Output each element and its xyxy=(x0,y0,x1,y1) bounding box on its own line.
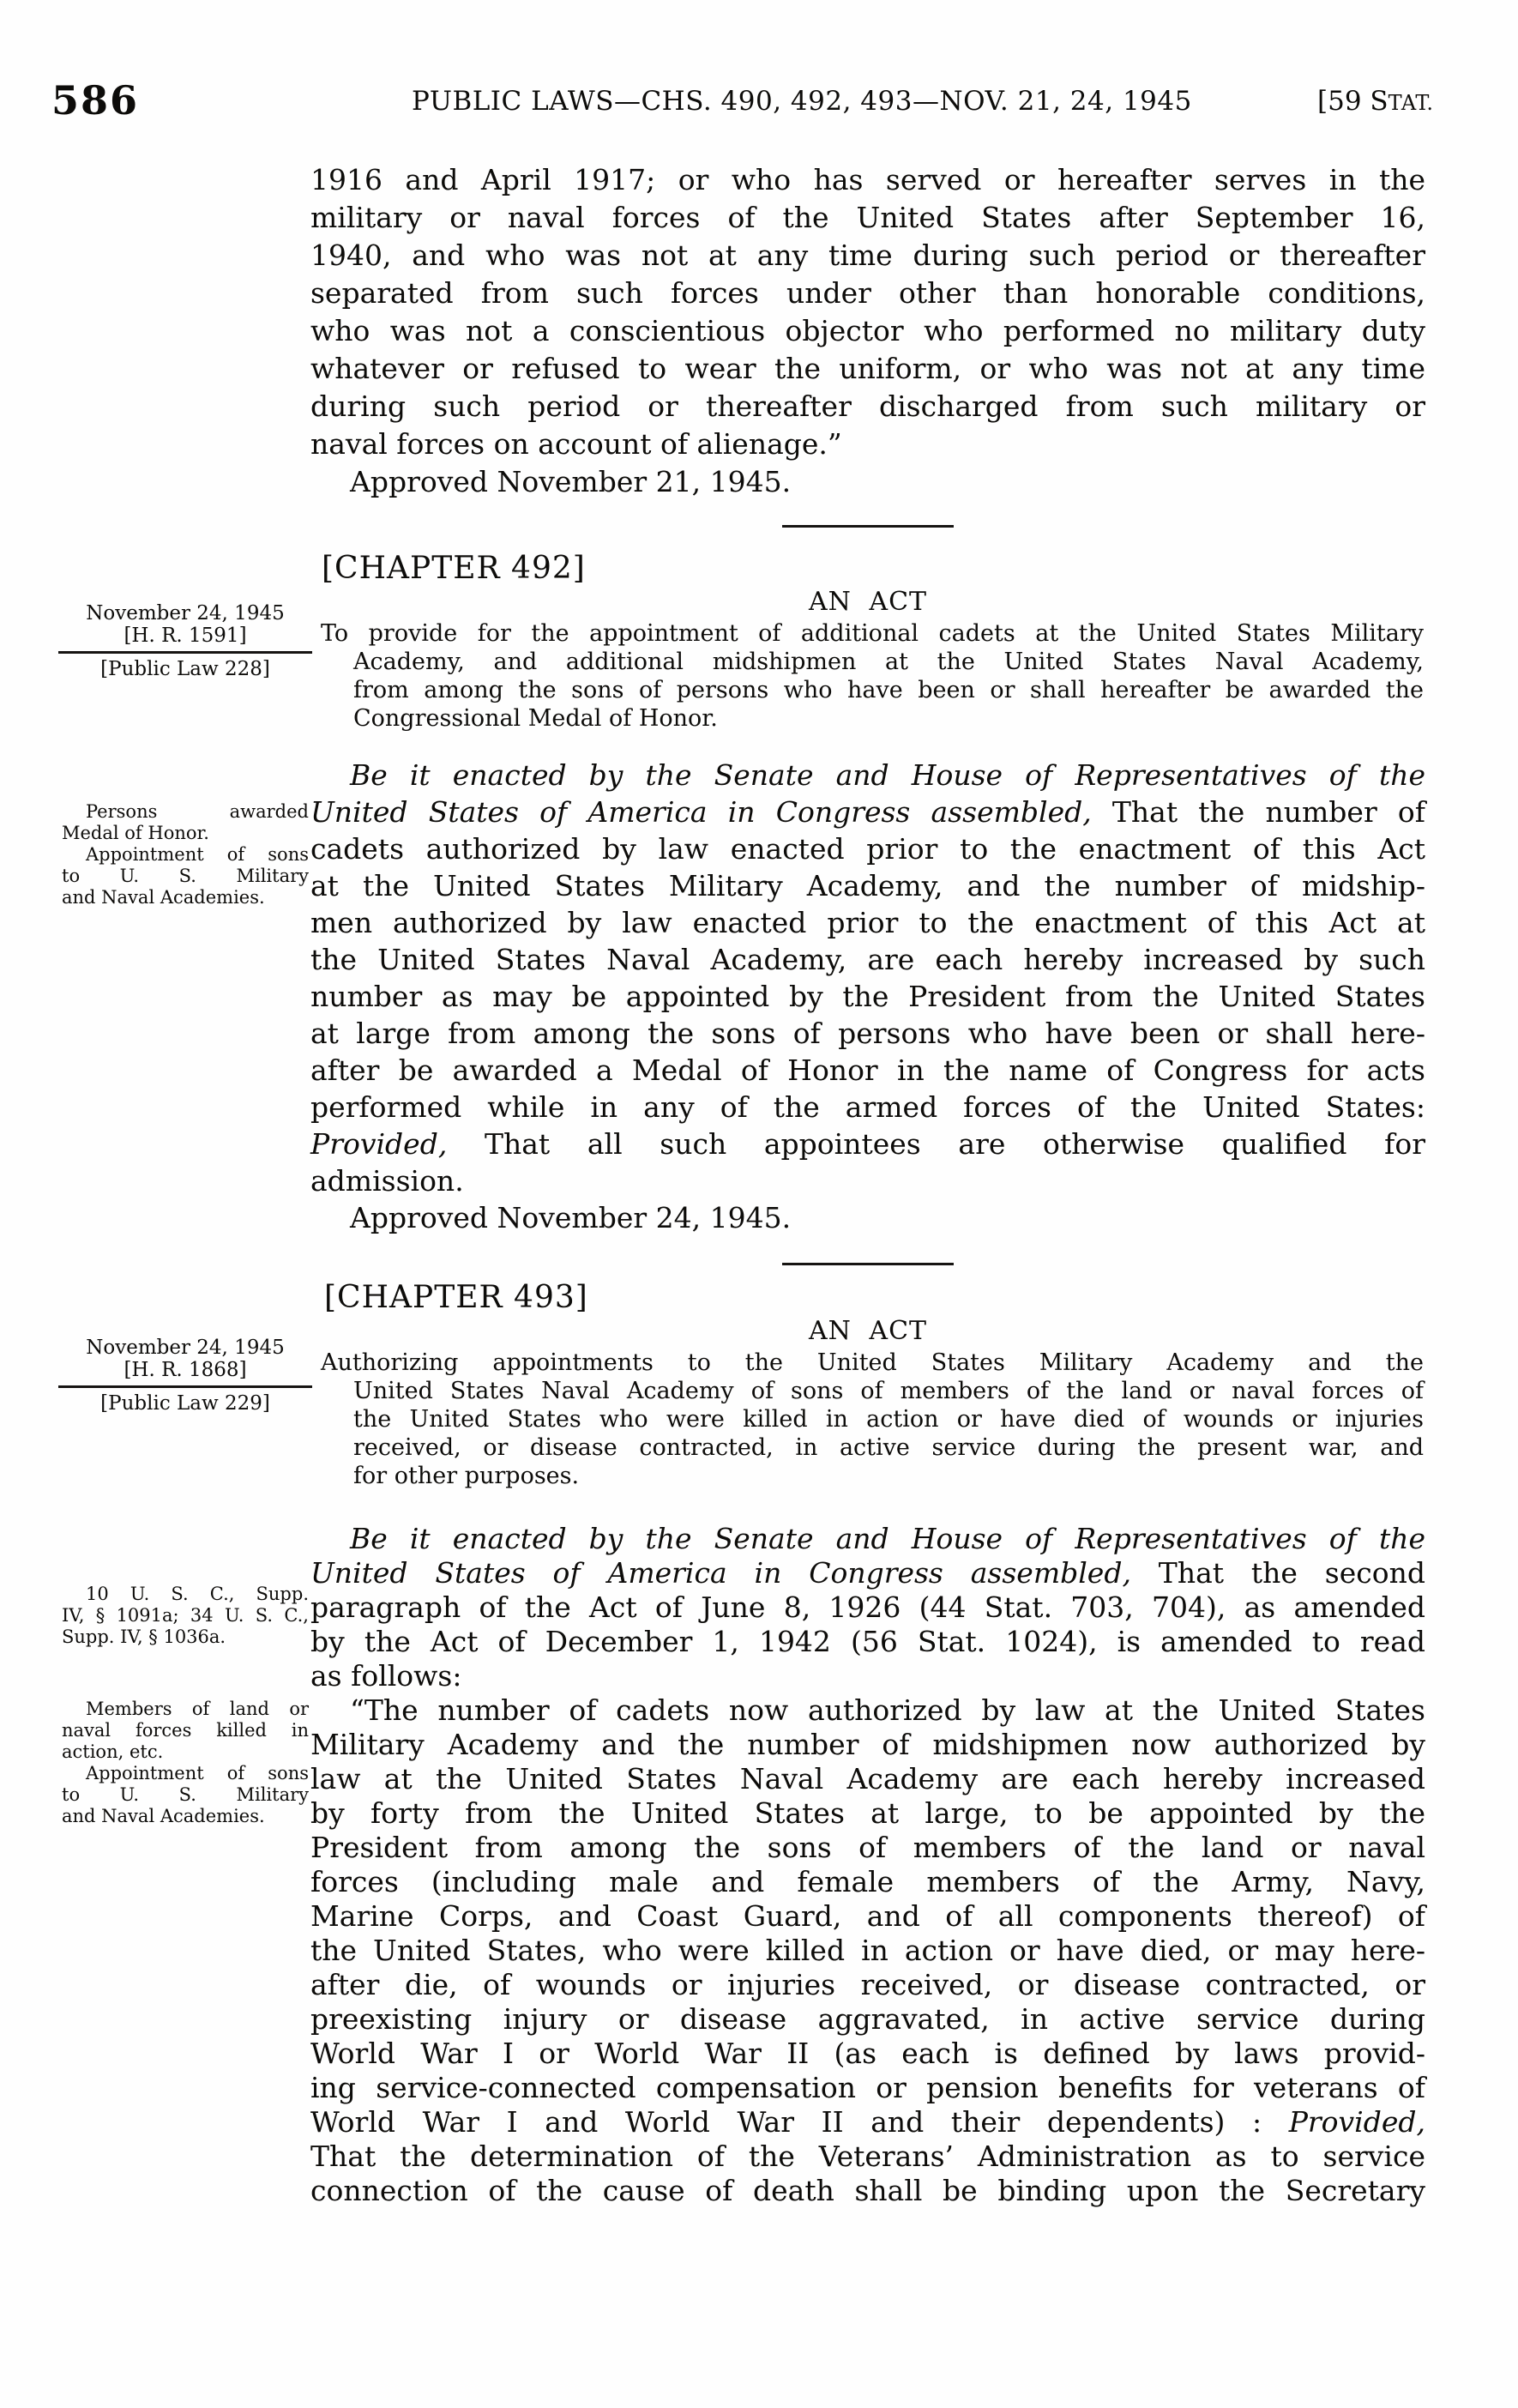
text-segment: To provide for the appointment of additional cadets at the United States Military xyxy=(321,620,1424,647)
text-segment: and Naval Academies. xyxy=(62,887,265,908)
text-segment: World War I and World War II and their dependents) : xyxy=(310,2105,1289,2139)
text-line xyxy=(62,1806,309,1827)
text-line xyxy=(310,904,1425,941)
text-line xyxy=(310,2105,1425,2139)
text-segment: men authorized by law enacted prior to the enactment of this Act at xyxy=(310,906,1425,939)
stat-volume-smallcaps: TAT. xyxy=(1388,91,1434,115)
text-segment: 10 U. S. C., Supp. xyxy=(86,1584,309,1604)
text-line xyxy=(310,1015,1425,1052)
text-line xyxy=(310,1126,1425,1162)
text-line xyxy=(62,823,309,844)
text-segment: Medal of Honor. xyxy=(62,823,209,843)
text-segment: Persons awarded xyxy=(86,801,309,822)
chapter-493-act-label: AN ACT xyxy=(808,1316,928,1346)
running-head: PUBLIC LAWS—CHS. 490, 492, 493—NOV. 21, 24, 1945 xyxy=(412,86,1192,117)
text-segment: number as may be appointed by the President from the United States xyxy=(310,980,1425,1013)
text-segment: military or naval forces of the United States after September 16, xyxy=(310,201,1425,234)
text-line xyxy=(310,757,1425,794)
text-line xyxy=(310,1052,1425,1089)
chapter-492-act-title xyxy=(321,619,1424,733)
margin-bill-number: [H. R. 1591] xyxy=(123,625,247,647)
text-line xyxy=(353,1405,1424,1433)
text-line xyxy=(310,1162,1425,1199)
italic-text-segment: United States of America in Congress assembled, xyxy=(310,795,1092,829)
text-segment: That the determination of the Veterans’ Administration as to service xyxy=(310,2139,1425,2173)
text-line xyxy=(310,1865,1425,1899)
text-segment: IV, § 1091a; 34 U. S. C., xyxy=(62,1605,309,1626)
text-line xyxy=(62,887,309,908)
text-line xyxy=(310,1762,1425,1796)
text-line xyxy=(62,866,309,887)
text-segment: by forty from the United States at large, to be appointed by the xyxy=(310,1796,1425,1830)
text-line xyxy=(310,1522,1425,1556)
margin-public-law-number: [Public Law 228] xyxy=(100,658,270,680)
chapter-492-margin-block xyxy=(58,602,312,680)
text-segment: 1940, and who was not at any time during such period or thereafter xyxy=(310,238,1425,272)
text-segment: Appointment of sons xyxy=(86,1763,309,1783)
text-line xyxy=(310,275,1425,312)
margin-bill-number: [H. R. 1868] xyxy=(123,1359,247,1381)
margin-date: November 24, 1945 xyxy=(86,1337,285,1359)
text-line xyxy=(310,830,1425,867)
text-segment: after be awarded a Medal of Honor in the name of Congress for acts xyxy=(310,1053,1425,1087)
text-line xyxy=(310,1831,1425,1865)
margin-rule xyxy=(58,1385,312,1388)
text-line xyxy=(310,1199,1425,1236)
text-line xyxy=(310,1590,1425,1625)
text-line xyxy=(62,1584,309,1605)
members-killed-side-note xyxy=(62,1699,309,1827)
text-segment: by the Act of December 1, 1942 (56 Stat. 1024), is amended to read xyxy=(310,1625,1425,1658)
text-line xyxy=(310,312,1425,350)
text-segment: performed while in any of the armed forces of the United States: xyxy=(310,1090,1425,1124)
chapter-493-act-title xyxy=(321,1349,1424,1490)
text-line xyxy=(310,1659,1425,1693)
chapter-492-heading: [CHAPTER 492] xyxy=(322,551,586,586)
text-segment: Appointment of sons xyxy=(86,844,309,865)
text-line xyxy=(310,2037,1425,2071)
text-segment: That the second xyxy=(1130,1556,1425,1590)
text-line xyxy=(310,1089,1425,1126)
text-line xyxy=(62,1763,309,1784)
text-segment: World War I or World War II (as each is defined by laws provid- xyxy=(310,2037,1425,2070)
section-rule xyxy=(782,525,954,528)
chapter-493-heading: [CHAPTER 493] xyxy=(324,1280,588,1315)
text-line xyxy=(353,1433,1424,1462)
margin-public-law-number: [Public Law 229] xyxy=(100,1392,270,1415)
text-segment: naval forces killed in xyxy=(62,1720,309,1741)
italic-text-segment: Provided, xyxy=(310,1127,448,1161)
italic-text-segment: Be it enacted by the Senate and House of Representatives of the xyxy=(350,1522,1425,1555)
text-line xyxy=(310,1796,1425,1831)
text-segment: Congressional Medal of Honor. xyxy=(353,705,718,732)
italic-text-segment: United States of America in Congress assembled, xyxy=(310,1556,1131,1590)
italic-text-segment: Be it enacted by the Senate and House of Representatives of the xyxy=(350,758,1425,792)
text-segment: admission. xyxy=(310,1164,464,1198)
text-line xyxy=(62,1605,309,1626)
text-line xyxy=(62,801,309,823)
text-segment: and Naval Academies. xyxy=(62,1806,265,1826)
text-segment: Marine Corps, and Coast Guard, and of all components thereof) of xyxy=(310,1899,1425,1933)
text-segment: forces (including male and female members of the Army, Navy, xyxy=(310,1865,1425,1898)
text-segment: Authorizing appointments to the United States Military Academy and the xyxy=(321,1349,1424,1376)
text-segment: United States Naval Academy of sons of members of the land or naval forces of xyxy=(353,1378,1424,1404)
text-segment: the United States, who were killed in action or have died, or may here- xyxy=(310,1934,1425,1967)
text-line xyxy=(62,1741,309,1763)
us-code-citation-note xyxy=(62,1584,309,1648)
text-line xyxy=(353,1377,1424,1405)
text-line xyxy=(310,941,1425,978)
text-segment: President from among the sons of members of the land or naval xyxy=(310,1831,1425,1864)
text-line xyxy=(310,463,1425,501)
text-line xyxy=(310,2139,1425,2174)
page-number: 586 xyxy=(51,77,140,124)
section-rule xyxy=(782,1263,954,1265)
text-segment: from among the sons of persons who have been or shall hereafter be awarded the xyxy=(353,677,1424,703)
text-segment: naval forces on account of alienage.” xyxy=(310,427,842,461)
chapter-490-continuation-paragraph xyxy=(310,161,1425,501)
text-segment: That all such appointees are otherwise qualified for xyxy=(447,1127,1425,1161)
text-line xyxy=(310,1625,1425,1659)
text-line xyxy=(353,1462,1424,1490)
chapter-493-margin-block xyxy=(58,1337,312,1415)
text-segment: to U. S. Military xyxy=(62,866,309,886)
text-line xyxy=(310,2071,1425,2105)
text-segment: for other purposes. xyxy=(353,1463,580,1489)
chapter-493-body-paragraph xyxy=(310,1522,1425,2208)
text-line xyxy=(310,978,1425,1015)
text-line xyxy=(310,425,1425,463)
text-line xyxy=(310,867,1425,904)
stat-citation xyxy=(1317,86,1433,117)
chapter-492-side-note xyxy=(62,801,309,908)
text-segment: ing service-connected compensation or pension benefits for veterans of xyxy=(310,2071,1425,2104)
text-segment: to U. S. Military xyxy=(62,1784,309,1805)
text-segment: Academy, and additional midshipmen at the United States Naval Academy, xyxy=(353,649,1424,675)
text-segment: Approved November 24, 1945. xyxy=(350,1201,792,1234)
margin-rule xyxy=(58,651,312,654)
text-line xyxy=(310,1968,1425,2002)
text-line xyxy=(310,1693,1425,1728)
text-segment: law at the United States Naval Academy are each hereby increased xyxy=(310,1762,1425,1795)
text-line xyxy=(321,1349,1424,1377)
text-line xyxy=(310,1934,1425,1968)
text-segment: cadets authorized by law enacted prior to the enactment of this Act xyxy=(310,832,1425,866)
text-line xyxy=(310,2174,1425,2208)
italic-text-segment: Provided, xyxy=(1288,2105,1425,2139)
text-line xyxy=(353,704,1424,733)
text-segment: whatever or refused to wear the uniform, or who was not at any time xyxy=(310,352,1425,385)
stat-volume-label: [59 S xyxy=(1317,86,1388,117)
text-line xyxy=(353,676,1424,704)
text-line xyxy=(310,350,1425,388)
chapter-492-act-label: AN ACT xyxy=(808,587,928,617)
text-segment: the United States Naval Academy, are each hereby increased by such xyxy=(310,943,1425,976)
text-segment: preexisting injury or disease aggravated, in active service during xyxy=(310,2002,1425,2036)
text-line xyxy=(310,199,1425,237)
text-segment: Military Academy and the number of midshipmen now authorized by xyxy=(310,1728,1425,1761)
text-line xyxy=(62,844,309,866)
text-line xyxy=(310,161,1425,199)
text-segment: at the United States Military Academy, and the number of midship- xyxy=(310,869,1425,902)
text-segment: during such period or thereafter discharged from such military or xyxy=(310,389,1425,423)
text-segment: the United States who were killed in action or have died of wounds or injuries xyxy=(353,1406,1424,1433)
text-line xyxy=(321,619,1424,648)
text-segment: after die, of wounds or injuries received, or disease contracted, or xyxy=(310,1968,1425,2001)
text-segment: as follows: xyxy=(310,1659,462,1693)
text-segment: “The number of cadets now authorized by law at the United States xyxy=(350,1693,1425,1727)
text-segment: who was not a conscientious objector who performed no military duty xyxy=(310,314,1425,347)
text-segment: 1916 and April 1917; or who has served or hereafter serves in the xyxy=(310,163,1425,196)
text-segment: connection of the cause of death shall be binding upon the Secretary xyxy=(310,2174,1425,2207)
text-segment: Supp. IV, § 1036a. xyxy=(62,1626,226,1647)
text-line xyxy=(310,794,1425,830)
text-segment: separated from such forces under other than honorable conditions, xyxy=(310,276,1425,310)
text-segment: paragraph of the Act of June 8, 1926 (44 Stat. 703, 704), as amended xyxy=(310,1590,1425,1624)
text-segment: received, or disease contracted, in active service during the present war, and xyxy=(353,1434,1424,1461)
text-line xyxy=(310,1556,1425,1590)
text-line xyxy=(62,1699,309,1720)
text-line xyxy=(62,1720,309,1741)
text-line xyxy=(310,237,1425,275)
text-segment: Members of land or xyxy=(86,1699,309,1719)
text-line xyxy=(310,1728,1425,1762)
text-segment: That the number of xyxy=(1091,795,1425,829)
chapter-492-body-paragraph xyxy=(310,757,1425,1236)
text-segment: action, etc. xyxy=(62,1741,164,1762)
text-line xyxy=(310,1899,1425,1934)
text-line xyxy=(62,1784,309,1806)
text-line xyxy=(353,648,1424,676)
text-segment: Approved November 21, 1945. xyxy=(350,465,792,498)
text-line xyxy=(310,388,1425,425)
text-segment: at large from among the sons of persons who have been or shall here- xyxy=(310,1017,1425,1050)
text-line xyxy=(62,1626,309,1648)
margin-date: November 24, 1945 xyxy=(86,602,285,625)
text-line xyxy=(310,2002,1425,2037)
